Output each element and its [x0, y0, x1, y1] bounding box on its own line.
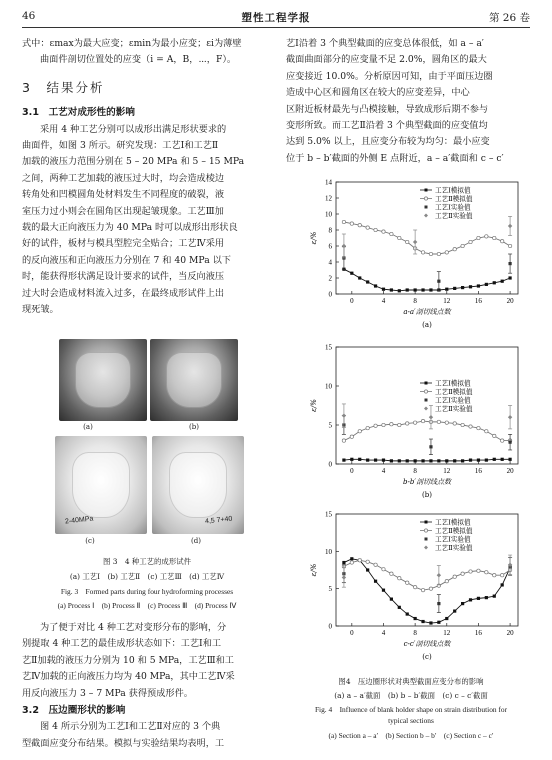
data-point: [453, 422, 456, 425]
data-point: [414, 288, 417, 291]
data-point: [366, 568, 369, 571]
x-tick-label: 12: [443, 629, 451, 637]
text-line: 达到 5.0% 以上，且应变分布较为均匀：最小应变: [286, 136, 490, 148]
text-line: 加载的液压力范围分别在 5 – 20 MPa 和 5 – 15 MPa: [22, 156, 245, 168]
legend-marker: [425, 538, 428, 541]
data-point: [390, 459, 393, 462]
data-point: [421, 419, 424, 422]
text-line: 艺Ⅳ加载的正向液压力均为 40 MPa，其中工艺Ⅳ采: [22, 671, 235, 683]
data-point: [508, 441, 511, 444]
text-line: 别提取 4 种工艺的最佳成形状态如下：工艺Ⅰ和工: [22, 638, 222, 650]
data-point: [508, 458, 511, 461]
data-point: [382, 423, 385, 426]
data-point: [342, 459, 345, 462]
chart-svg-c: [290, 510, 540, 670]
data-point: [390, 423, 393, 426]
data-point: [469, 285, 472, 288]
data-point: [374, 284, 377, 287]
text-line: 为了便于对比 4 种工艺对变形分布的影响，分: [40, 622, 227, 633]
data-point: [421, 288, 424, 291]
data-point: [358, 276, 361, 279]
text-line: 曲面件，如图 3 所示。研究发现：工艺Ⅰ和工艺Ⅱ: [22, 140, 219, 152]
text-line: 型截面应变分布结果。模拟与实验结果均表明，工: [22, 737, 225, 749]
intro-line: 式中：εmax为最大应变；εmin为最小应变；εi为薄壁: [22, 38, 242, 49]
data-point: [493, 458, 496, 461]
legend-label: 工艺Ⅱ模拟值: [435, 388, 473, 396]
text-line: 采用 4 种工艺分别可以成形出满足形状要求的: [40, 123, 227, 135]
legend-marker: [425, 189, 428, 192]
photo-label: (d): [191, 537, 201, 545]
data-point: [501, 583, 504, 586]
data-point: [374, 580, 377, 583]
text-line: 之间，两种工艺加载的液压过大时，均会造成棱边: [22, 172, 225, 184]
data-point: [413, 240, 417, 244]
text-line: 过大时会造成材料流入过多，在最终成形试件上出: [22, 287, 225, 299]
legend-label: 工艺Ⅱ实验值: [435, 544, 473, 552]
data-point: [477, 459, 480, 462]
data-point: [429, 415, 433, 419]
data-point: [350, 458, 353, 461]
data-point: [350, 557, 353, 560]
photo-label: (b): [189, 423, 199, 431]
legend-marker: [425, 382, 428, 385]
data-point: [445, 421, 448, 424]
data-point: [350, 561, 353, 564]
legend-marker: [424, 197, 427, 200]
running-header: [22, 8, 530, 28]
data-point: [469, 570, 472, 573]
left-column-lower: [22, 620, 272, 752]
x-tick-label: 8: [413, 467, 417, 475]
x-tick-label: 16: [474, 629, 482, 637]
x-tick-label: 0: [350, 467, 354, 475]
data-point: [461, 244, 464, 247]
data-point: [382, 589, 385, 592]
figure4-caption-en-2: typical sections: [388, 716, 434, 725]
data-point: [469, 425, 472, 428]
figure3-caption: 图 3 4 种工艺的成形试件: [102, 557, 191, 566]
data-point: [485, 571, 488, 574]
y-tick-label: 14: [325, 178, 332, 187]
text-line: 图 4 所示分别为工艺Ⅰ和工艺Ⅱ对应的 3 个典: [40, 721, 221, 733]
y-tick-label: 0: [328, 622, 332, 631]
legend-marker: [425, 399, 428, 402]
data-point: [437, 420, 440, 423]
x-tick-label: 12: [443, 467, 451, 475]
figure3-caption-en: Fig. 3 Formed parts during four hydroforming processes: [60, 587, 234, 596]
data-point: [421, 459, 424, 462]
series-line: [344, 560, 510, 590]
data-point: [508, 262, 511, 265]
data-point: [501, 280, 504, 283]
x-tick-label: 4: [381, 467, 386, 475]
y-tick-label: 4: [328, 258, 332, 267]
text-line: 时，能获得形状满足设计要求的试件，当反向液压: [22, 271, 225, 283]
x-axis-label: b-b′剖切线点数: [403, 478, 451, 486]
journal-title: 塑性工程学报: [241, 12, 311, 24]
data-point: [508, 244, 511, 247]
data-point: [358, 224, 361, 227]
figure4-caption-en: Fig. 4 Influence of blank holder shape on strain distribution for: [314, 705, 508, 714]
chart-svg-a: [290, 178, 540, 338]
data-point: [406, 422, 409, 425]
y-tick-label: 15: [325, 510, 332, 519]
data-point: [493, 574, 496, 577]
data-point: [413, 421, 416, 424]
data-point: [493, 281, 496, 284]
legend-marker: [425, 521, 428, 524]
data-point: [485, 283, 488, 286]
data-point: [382, 459, 385, 462]
data-point: [350, 435, 353, 438]
y-tick-label: 10: [325, 382, 332, 391]
text-line: 区附近板材最先与凸模接触，导致成形后期不参与: [286, 103, 489, 115]
data-point: [421, 620, 424, 623]
left-column: [22, 36, 272, 319]
data-point: [398, 236, 401, 239]
legend-marker: [424, 546, 428, 550]
y-tick-label: 6: [328, 242, 332, 251]
data-point: [366, 280, 369, 283]
data-point: [453, 248, 456, 251]
y-tick-label: 10: [325, 210, 332, 219]
data-point: [342, 413, 346, 417]
data-point: [493, 236, 496, 239]
data-point: [445, 580, 448, 583]
paragraph: [22, 719, 272, 752]
legend-marker: [424, 529, 427, 532]
data-point: [461, 602, 464, 605]
data-point: [382, 288, 385, 291]
legend-label: 工艺Ⅰ实验值: [435, 396, 471, 405]
y-tick-label: 0: [328, 460, 332, 469]
data-point: [342, 244, 346, 248]
x-tick-label: 0: [350, 629, 354, 637]
legend-label: 工艺Ⅰ模拟值: [435, 379, 471, 388]
data-point: [342, 220, 345, 223]
data-point: [461, 459, 464, 462]
data-point: [421, 588, 424, 591]
y-axis-label: ε/%: [310, 563, 318, 577]
text-line: 艺Ⅰ沿着 3 个典型截面的应变总体很低，如 a – a′: [286, 38, 484, 49]
data-point: [461, 286, 464, 289]
data-point: [366, 459, 369, 462]
volume-label: 第 26 卷: [488, 12, 530, 24]
data-point: [382, 230, 385, 233]
series-line: [344, 269, 510, 291]
y-tick-label: 2: [328, 274, 332, 283]
text-line: 艺Ⅱ加载的液压力分别为 10 和 5 MPa，工艺Ⅲ和工: [22, 654, 234, 666]
data-point: [366, 426, 369, 429]
data-point: [342, 575, 346, 579]
data-point: [453, 459, 456, 462]
data-point: [501, 458, 504, 461]
data-point: [374, 563, 377, 566]
x-tick-label: 20: [506, 467, 514, 475]
y-tick-label: 0: [328, 290, 332, 299]
data-point: [350, 222, 353, 225]
data-point: [429, 621, 432, 624]
paragraph: [286, 36, 536, 167]
data-point: [414, 617, 417, 620]
data-point: [469, 459, 472, 462]
data-point: [508, 276, 511, 279]
text-line: 截面曲面部分的应变量不足 2.0%，圆角区的最大: [286, 54, 487, 66]
y-tick-label: 15: [325, 343, 332, 352]
formed-part-photo-c: [55, 436, 147, 534]
data-point: [429, 288, 432, 291]
legend-label: 工艺Ⅱ模拟值: [435, 195, 473, 203]
x-tick-label: 8: [413, 629, 417, 637]
data-point: [477, 284, 480, 287]
subsection-title: 3.2 压边圈形状的影响: [22, 705, 126, 717]
x-tick-label: 20: [506, 629, 514, 637]
y-tick-label: 8: [328, 226, 332, 235]
formed-part-photo-d: [152, 436, 244, 534]
photo-label: (c): [85, 537, 95, 545]
formed-part-photo-b: [150, 339, 238, 421]
data-point: [453, 575, 456, 578]
legend-label: 工艺Ⅱ实验值: [435, 212, 473, 220]
data-point: [485, 459, 488, 462]
x-tick-label: 4: [381, 297, 386, 305]
x-tick-label: 4: [381, 629, 386, 637]
data-point: [437, 280, 440, 283]
data-point: [485, 596, 488, 599]
data-point: [398, 289, 401, 292]
subsection-title: 3.1 工艺对成形性的影响: [22, 107, 135, 119]
data-point: [374, 228, 377, 231]
y-axis-label: ε/%: [310, 231, 318, 245]
data-point: [358, 430, 361, 433]
data-point: [477, 236, 480, 239]
data-point: [406, 288, 409, 291]
x-tick-label: 20: [506, 297, 514, 305]
text-line: 室压力过小则会在圆角区出现起皱现象。工艺Ⅲ加: [22, 205, 224, 217]
data-point: [445, 459, 448, 462]
data-point: [429, 459, 432, 462]
data-point: [413, 585, 416, 588]
data-point: [374, 459, 377, 462]
formed-part-photo-a: [59, 339, 147, 421]
data-point: [500, 240, 503, 243]
header-rule: [22, 27, 530, 28]
x-tick-label: 16: [474, 297, 482, 305]
text-line: 应变接近 10.0%。分析原因可知，由于平面压边圈: [286, 70, 493, 82]
data-point: [390, 572, 393, 575]
data-point: [445, 617, 448, 620]
x-tick-label: 12: [443, 297, 451, 305]
legend-label: 工艺Ⅰ实验值: [435, 203, 471, 212]
y-tick-label: 10: [325, 547, 332, 556]
x-tick-label: 8: [413, 297, 417, 305]
data-point: [342, 439, 345, 442]
data-point: [398, 423, 401, 426]
data-point: [477, 569, 480, 572]
data-point: [421, 251, 424, 254]
figure4-caption: 图4 压边圈形状对典型截面应变分布的影响: [338, 677, 484, 686]
data-point: [358, 458, 361, 461]
text-line: 好的试件，板材与模具型腔完全贴合；工艺Ⅳ采用: [22, 238, 225, 250]
legend-marker: [424, 407, 428, 411]
paragraph: [22, 620, 272, 702]
text-line: 现死皱。: [22, 304, 59, 316]
figure3-subcaption-en: (a) Process Ⅰ (b) Process Ⅱ (c) Process Ⅲ (d) Process Ⅳ: [57, 601, 237, 610]
photo-label: (a): [83, 423, 93, 431]
data-point: [406, 581, 409, 584]
data-point: [461, 423, 464, 426]
specimen-marking: 2-40MPa: [64, 515, 94, 526]
data-point: [437, 459, 440, 462]
data-point: [382, 568, 385, 571]
data-point: [350, 272, 353, 275]
data-point: [437, 573, 441, 577]
chart-svg-b: [290, 343, 540, 508]
legend-label: 工艺Ⅰ实验值: [435, 535, 471, 544]
data-point: [398, 577, 401, 580]
page-number: 46: [22, 10, 36, 22]
text-line: 造成中心区和圆角区在较大的应变差异，中心: [286, 87, 470, 99]
text-line: 位于 b – b′截面的外侧 E 点附近，a – a′截面和 c – c′: [286, 152, 504, 164]
data-point: [485, 430, 488, 433]
data-point: [469, 240, 472, 243]
data-point: [429, 587, 432, 590]
legend-label: 工艺Ⅱ实验值: [435, 405, 473, 413]
legend-label: 工艺Ⅰ模拟值: [435, 518, 471, 527]
y-axis-label: ε/%: [310, 399, 318, 412]
panel-label: (a): [422, 321, 432, 329]
x-axis-label: c-c′剖切线点数: [403, 640, 451, 648]
data-point: [342, 561, 345, 564]
data-point: [477, 426, 480, 429]
data-point: [453, 609, 456, 612]
y-tick-label: 5: [328, 421, 332, 430]
legend-label: 工艺Ⅰ模拟值: [435, 186, 471, 195]
data-point: [437, 621, 440, 624]
data-point: [508, 415, 512, 419]
x-tick-label: 16: [474, 467, 482, 475]
data-point: [358, 559, 361, 562]
data-point: [485, 235, 488, 238]
text-line: 用反向液压力 3 – 7 MPa 获得预成形件。: [22, 687, 193, 699]
data-point: [437, 252, 440, 255]
y-tick-label: 5: [328, 585, 332, 594]
chart-panel-a: [290, 178, 540, 338]
intro-line: 曲面件剖切位置处的应变（i = A，B，⋯，F）。: [40, 54, 237, 66]
data-point: [390, 598, 393, 601]
text-line: 变形所致。而工艺Ⅱ沿着 3 个典型截面的应变值均: [286, 120, 488, 132]
data-point: [429, 445, 432, 448]
data-point: [366, 226, 369, 229]
data-point: [500, 574, 503, 577]
right-column: [286, 36, 536, 167]
figure4-subcaption-en: (a) Section a – a′ (b) Section b – b′ (c) Section c – c′: [328, 731, 494, 740]
data-point: [429, 252, 432, 255]
data-point: [493, 434, 496, 437]
data-point: [493, 595, 496, 598]
data-point: [406, 459, 409, 462]
figure3-subcaption: (a) 工艺Ⅰ (b) 工艺Ⅱ (c) 工艺Ⅲ (d) 工艺Ⅳ: [69, 572, 225, 581]
data-point: [477, 597, 480, 600]
chart-panel-c: [290, 510, 540, 670]
specimen-marking: 4,5 7+40: [204, 515, 233, 526]
data-point: [390, 232, 393, 235]
panel-label: (b): [422, 491, 432, 499]
plot-frame: [336, 347, 518, 464]
data-point: [445, 288, 448, 291]
figure4-subcaption: (a) a – a′截面 (b) b – b′截面 (c) c – c′截面: [334, 691, 488, 700]
panel-label: (c): [422, 653, 432, 661]
data-point: [469, 598, 472, 601]
x-tick-label: 0: [350, 297, 354, 305]
text-line: 载的最大正向液压力为 40 MPa 时可以成形出形状良: [22, 222, 238, 234]
data-point: [406, 240, 409, 243]
data-point: [406, 612, 409, 615]
data-point: [414, 459, 417, 462]
legend-marker: [424, 390, 427, 393]
chart-panel-b: [290, 343, 540, 508]
text-line: 的反向液压和正向液压力分别在 7 和 40 MPa 以下: [22, 254, 231, 266]
legend-marker: [425, 206, 428, 209]
data-point: [374, 424, 377, 427]
data-point: [453, 287, 456, 290]
x-axis-label: a-a′剖切线点数: [403, 308, 451, 316]
legend-marker: [424, 214, 428, 218]
data-point: [366, 560, 369, 563]
data-point: [508, 224, 512, 228]
legend-label: 工艺Ⅱ模拟值: [435, 527, 473, 535]
data-point: [500, 439, 503, 442]
data-point: [390, 288, 393, 291]
data-point: [398, 459, 401, 462]
y-tick-label: 12: [325, 194, 332, 203]
subsection-body: [22, 122, 272, 319]
data-point: [437, 602, 440, 605]
data-point: [445, 251, 448, 254]
data-point: [461, 572, 464, 575]
section-title: 3 结果分析: [22, 79, 105, 95]
data-point: [398, 606, 401, 609]
text-line: 转角处和凹模圆角处材料发生不同程度的破裂，液: [22, 189, 225, 201]
